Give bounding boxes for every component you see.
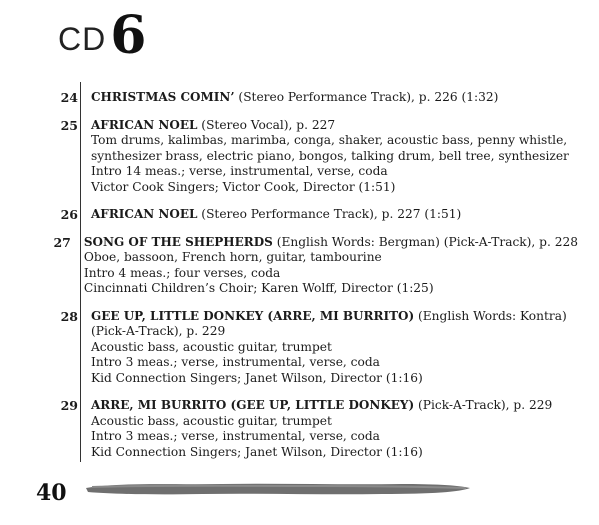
track-number: 27 (53, 234, 71, 250)
track-number: 29 (60, 398, 78, 413)
track-title-info: (Pick-A-Track), p. 229 (414, 398, 553, 412)
track-detail-line: Intro 3 meas.; verse, instrumental, verse, coda (91, 355, 380, 369)
track-title-info: (Stereo Vocal), p. 227 (197, 117, 336, 132)
track-number: 26 (60, 207, 78, 222)
track-detail-line: Kid Connection Singers; Janet Wilson, Director (1:16) (91, 370, 423, 385)
track-details (91, 398, 578, 460)
track-entry (38, 398, 578, 460)
track-title: CHRISTMAS COMIN’ (91, 90, 235, 104)
track-title-line (91, 118, 578, 134)
track-title-info: (Stereo Performance Track), p. 227 (1:51) (197, 207, 462, 221)
track-title-line (84, 235, 578, 251)
track-detail-line: Oboe, bassoon, French horn, guitar, tambourine (83, 250, 382, 264)
track-entry (38, 309, 578, 387)
track-title-line (91, 90, 578, 106)
track-title: AFRICAN NOEL (91, 207, 198, 221)
page-number: 40 (36, 480, 67, 506)
cd-header (58, 5, 147, 66)
track-number: 25 (60, 117, 78, 133)
track-details (84, 235, 578, 297)
track-details (91, 90, 578, 106)
track-detail-line: Acoustic bass, acoustic guitar, trumpet (91, 413, 332, 428)
track-title-info: (English Words: Kontra) (414, 308, 567, 323)
track-entry (38, 118, 578, 196)
track-title-info: (Stereo Performance Track), p. 226 (1:32) (234, 90, 499, 104)
track-entry (38, 207, 578, 223)
track-title-line (91, 309, 578, 325)
track-title: ARRE, MI BURRITO (GEE UP, LITTLE DONKEY) (91, 398, 415, 412)
track-detail-line: Intro 14 meas.; verse, instrumental, verse, coda (91, 164, 388, 178)
track-detail-line: Intro 3 meas.; verse, instrumental, verse, coda (91, 429, 380, 443)
track-entry (38, 235, 578, 297)
track-list (38, 90, 578, 472)
track-detail-line: Kid Connection Singers; Janet Wilson, Director (1:16) (91, 444, 423, 459)
track-detail-line: synthesizer brass, electric piano, bongos, talking drum, bell tree, synthesizer (91, 148, 569, 163)
track-detail-line: Cincinnati Children’s Choir; Karen Wolff, Director (1:25) (83, 281, 434, 295)
track-detail-line: Victor Cook Singers; Victor Cook, Director (1:51) (91, 179, 396, 194)
track-number: 28 (60, 308, 78, 324)
track-title-line (91, 398, 578, 414)
track-number: 24 (60, 90, 78, 105)
track-details (91, 118, 578, 196)
cd-label: CD (58, 21, 107, 58)
track-title-continuation: (Pick-A-Track), p. 229 (91, 324, 226, 338)
track-detail-line: Intro 4 meas.; four verses, coda (83, 265, 281, 280)
track-title-line (91, 207, 578, 223)
track-title: AFRICAN NOEL (91, 117, 198, 132)
track-title-info: (English Words: Bergman) (Pick-A-Track), p. 228 (272, 234, 578, 249)
track-detail-line: Acoustic bass, acoustic guitar, trumpet (91, 339, 332, 354)
track-details (91, 207, 578, 223)
track-entry (38, 90, 578, 106)
track-title: GEE UP, LITTLE DONKEY (ARRE, MI BURRITO) (91, 308, 415, 323)
brush-stroke-decoration (82, 476, 474, 500)
track-detail-line: Tom drums, kalimbas, marimba, conga, shaker, acoustic bass, penny whistle, (91, 133, 568, 147)
track-details (91, 309, 578, 387)
cd-number: 6 (110, 5, 147, 66)
track-title: SONG OF THE SHEPHERDS (83, 234, 273, 249)
